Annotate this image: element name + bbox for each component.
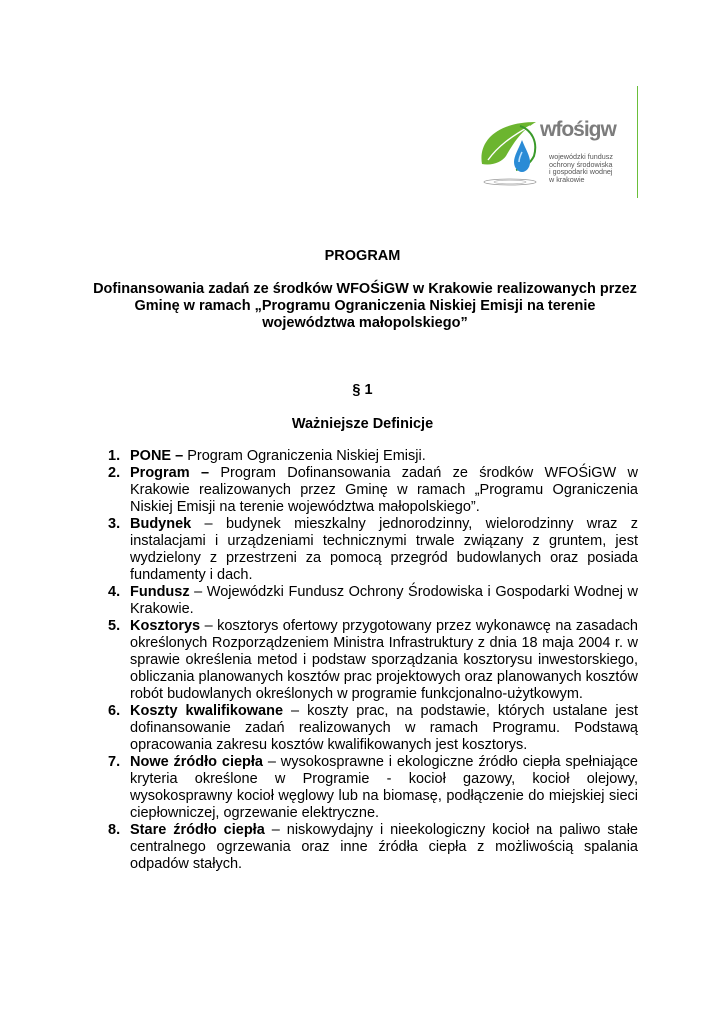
list-item: 6. Koszty kwalifikowane – koszty prac, na podstawie, których ustalane jest dofinansowanie zadań realizowanych w ramach Programu. Podstawą opracowania zakresu kosztów kwalifikowanych jest kosztorys. [108,703,638,753]
definitions-list [92,448,638,873]
section-number: § 1 [352,382,373,398]
logo-subtitle: wojewódzki fundusz ochrony środowiska i gospodarki wodnej w krakowie [549,152,613,184]
list-item: 5. Kosztorys – kosztorys ofertowy przygotowany przez wykonawcę na zasadach określonych Rozporządzeniem Ministra Infrastruktury z dnia 18 maja 2004 r. w sprawie określenia metod i podstaw sporządzania kosztorysu inwestorskiego, obliczania planowanych kosztów prac projektowych oraz planowanych kosztów robót budowlanych określonych w programie funkcjonalno-użytkowym. [108,618,638,702]
list-item: 3. Budynek – budynek mieszkalny jednorodzinny, wielorodzinny wraz z instalacjami i urządzeniami technicznymi trwale związany z gruntem, jest wydzielony z przestrzeni za pomocą przegród budowlanych oraz posiada fundamenty i dach. [108,516,638,583]
logo-wordmark: wfośigw [540,118,616,141]
list-item: 7. Nowe źródło ciepła – wysokosprawne i ekologiczne źródło ciepła spełniające kryteria określone w Programie - kocioł gazowy, kocioł olejowy, wysokosprawny kocioł węglowy lub na biomasę, podłączenie do miejskiej sieci ciepłowniczej, ogrzewanie elektryczne. [108,754,638,821]
document-subtitle: Dofinansowania zadań ze środków WFOŚiGW w Krakowie realizowanych przez Gminę w ramach „Programu Ograniczenia Niskiej Emisji na terenie województwa małopolskiego” [93,281,637,331]
section-title: Ważniejsze Definicje [291,416,434,432]
document-title: PROGRAM [324,248,401,264]
list-item: 4. Fundusz – Wojewódzki Fundusz Ochrony Środowiska i Gospodarki Wodnej w Krakowie. [108,584,638,617]
list-item: 8. Stare źródło ciepła – niskowydajny i nieekologiczny kocioł na paliwo stałe centralnego ogrzewania oraz inne źródła ciepła z możliwością spalania odpadów stałych. [108,822,638,872]
header-divider-line [637,86,638,198]
list-item: 2. Program – Program Dofinansowania zadań ze środków WFOŚiGW w Krakowie realizowanych przez Gminę w ramach „Programu Ograniczenia Niskiej Emisji na terenie województwa małopolskiego”. [108,465,638,515]
list-item: 1. PONE – Program Ograniczenia Niskiej Emisji. [108,448,426,464]
